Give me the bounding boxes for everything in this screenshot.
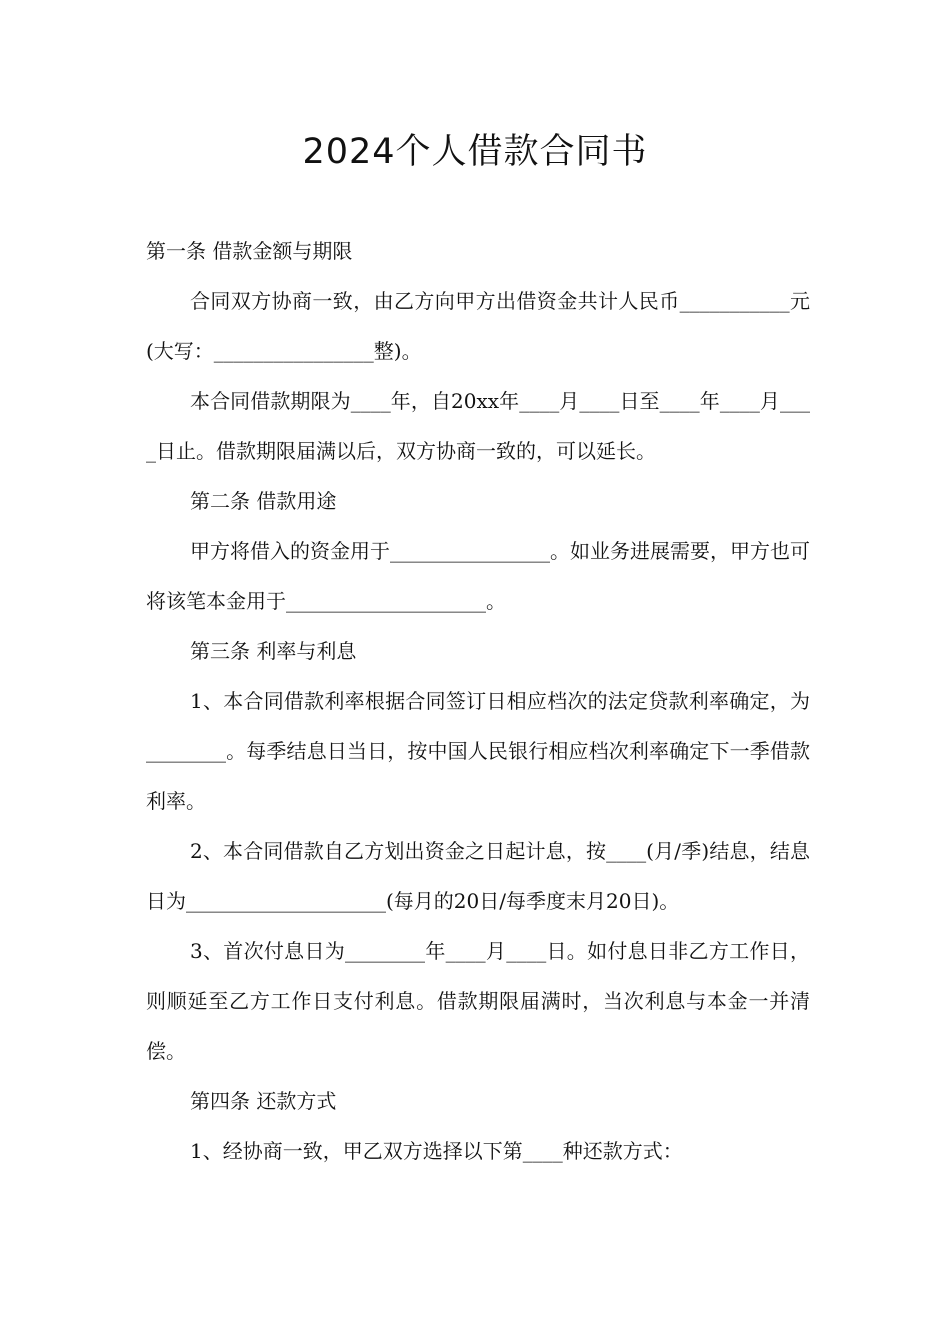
paragraph-interest-rate: 1、本合同借款利率根据合同签订日相应档次的法定贷款利率确定，为________。每季结息日当日，按中国人民银行相应档次利率确定下一季借款利率。: [146, 689, 810, 813]
document-body: [146, 226, 810, 1176]
paragraph-loan-term: 本合同借款期限为____年，自20xx年____月____日至____年____月____日止。借款期限届满以后，双方协商一致的，可以延长。: [146, 389, 810, 463]
paragraph-loan-purpose: 甲方将借入的资金用于________________。如业务进展需要，甲方也可将该笔本金用于____________________。: [146, 539, 810, 613]
paragraph-interest-calc: 2、本合同借款自乙方划出资金之日起计息，按____(月/季)结息，结息日为____________________(每月的20日/每季度末月20日)。: [146, 839, 810, 913]
section-heading-4: 第四条 还款方式: [190, 1089, 337, 1113]
section-heading-2: 第二条 借款用途: [190, 489, 337, 513]
paragraph-first-payment: 3、首次付息日为________年____月____日。如付息日非乙方工作日，则顺延至乙方工作日支付利息。借款期限届满时，当次利息与本金一并清偿。: [146, 939, 810, 1063]
section-heading-3: 第三条 利率与利息: [190, 639, 357, 663]
document-title: 2024个人借款合同书: [302, 132, 648, 172]
paragraph-loan-amount: 合同双方协商一致，由乙方向甲方出借资金共计人民币___________元(大写：________________整)。: [146, 289, 810, 363]
paragraph-repayment-method: 1、经协商一致，甲乙双方选择以下第____种还款方式：: [190, 1139, 683, 1163]
section-heading-1: 第一条 借款金额与期限: [146, 239, 353, 263]
